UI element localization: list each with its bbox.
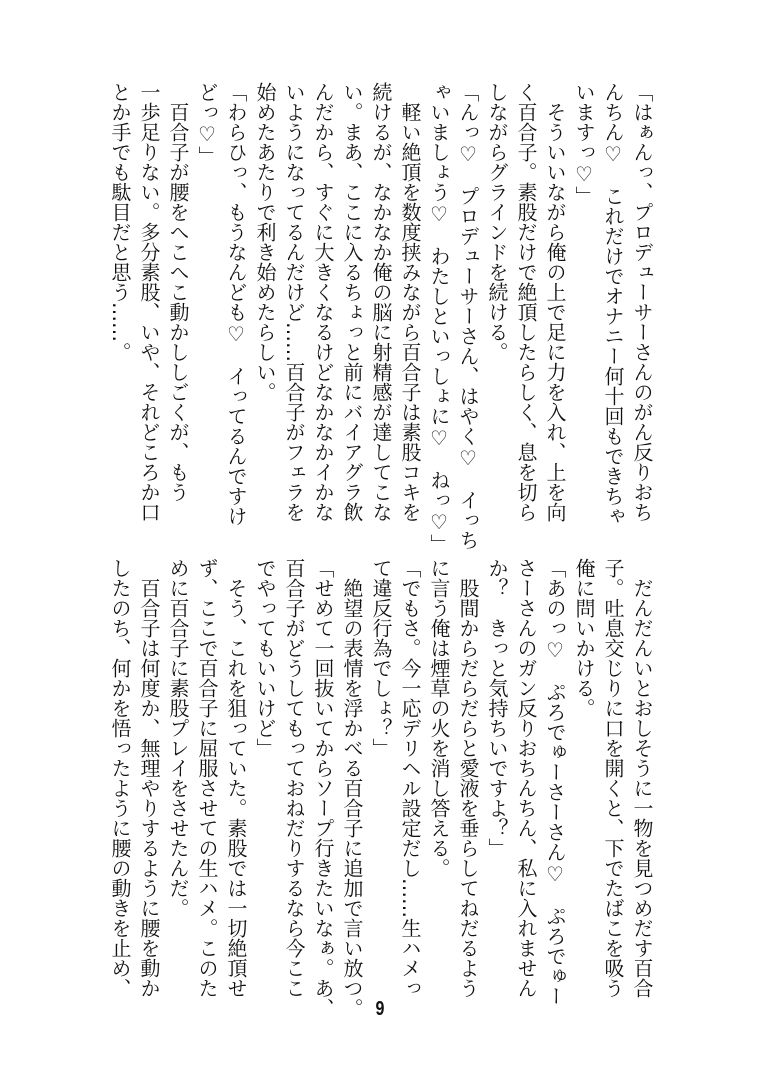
text-column: 一歩足りない。多分素股、いや、それどころか口 — [137, 82, 161, 522]
lower-text-block — [104, 558, 656, 1018]
text-column: 絶望の表情を浮かべる百合子に追加で言い放つ。 — [340, 558, 364, 1018]
text-column: い。まあ、ここに入るちょっと前にバイアグラ飲 — [340, 82, 364, 522]
text-column: だんだんいとおしそうに一物を見つめだす百合 — [630, 558, 654, 998]
text-column: 軽い絶頂を数度挟みながら百合子は素股コキを — [398, 82, 422, 522]
text-column: く百合子。素股だけで絶頂したらしく、息を切ら — [514, 82, 538, 522]
text-column: 「はぁんっ、プロデューサーさんのがん反りおち — [630, 82, 654, 522]
text-column: ゃいましょう♡ わたしといっしょに♡ ねっ♡」 — [427, 82, 451, 554]
text-column: 俺に問いかける。 — [572, 558, 596, 718]
text-column: めに百合子に素股プレイをさせたんだ。 — [166, 558, 190, 918]
text-column: に言う俺は煙草の火を消し答える。 — [427, 558, 451, 878]
text-column: 「んっ♡ プロデューサーさん、はやく♡ イっち — [456, 82, 480, 550]
text-column: ず、ここで百合子に屈服させての生ハメ。このた — [195, 558, 219, 998]
page-number: 9 — [375, 998, 385, 1020]
text-column: 「でもさ。今一応デリヘル設定だし……生ハメっ — [398, 558, 422, 998]
text-column: 「わらひっ、もうなんども♡ イってるんですけ — [224, 82, 248, 526]
text-column: さーさんのガン反りおちんちん、私に入れません — [514, 558, 538, 998]
text-column: そういいながら俺の上で足に力を入れ、上を向 — [543, 82, 567, 522]
text-column: て違反行為でしょ？」 — [369, 558, 393, 758]
text-column: 百合子がどうしてもっておねだりするなら今ここ — [282, 558, 306, 998]
text-column: でやってもいいけど」 — [253, 558, 277, 758]
text-column: んだから、すぐに大きくなるけどなかなかイかな — [311, 82, 335, 522]
text-column: そう、これを狙っていた。素股では一切絶頂せ — [224, 558, 248, 998]
upper-text-block — [104, 82, 656, 554]
text-column: 百合子は何度か、無理やりするように腰を動か — [137, 558, 161, 998]
text-column: 「あのっ♡ ぷろでゅーさーさん♡ ぷろでゅー — [543, 558, 567, 1006]
text-column: どっ♡」 — [195, 82, 219, 166]
text-column: んちん♡ これだけでオナニー何十回もできちゃ — [601, 82, 625, 526]
text-column: か？ きっと気持ちいですよ？」 — [485, 558, 509, 858]
text-column: とか手でも駄目だと思う……。 — [108, 82, 132, 362]
text-column: いようになってるんだけど……百合子がフェラを — [282, 82, 306, 522]
text-column: 始めたあたりで利き始めたらしい。 — [253, 82, 277, 402]
text-column: したのち、何かを悟ったように腰の動きを止め、 — [108, 558, 132, 998]
text-column: 子。吐息交じりに口を開くと、下でたばこを吸う — [601, 558, 625, 998]
text-column: 続けるが、なかなか俺の脳に射精感が達してこな — [369, 82, 393, 522]
text-column: 「せめて一回抜いてからソープ行きたいなぁ。あ、 — [311, 558, 335, 1018]
text-column: 百合子が腰をへこへこ動かししごくが、もう — [166, 82, 190, 502]
text-column: 股間からだらだらと愛液を垂らしてねだるよう — [456, 558, 480, 998]
text-column: いますっ♡」 — [572, 82, 596, 206]
text-column: しながらグラインドを続ける。 — [485, 82, 509, 362]
